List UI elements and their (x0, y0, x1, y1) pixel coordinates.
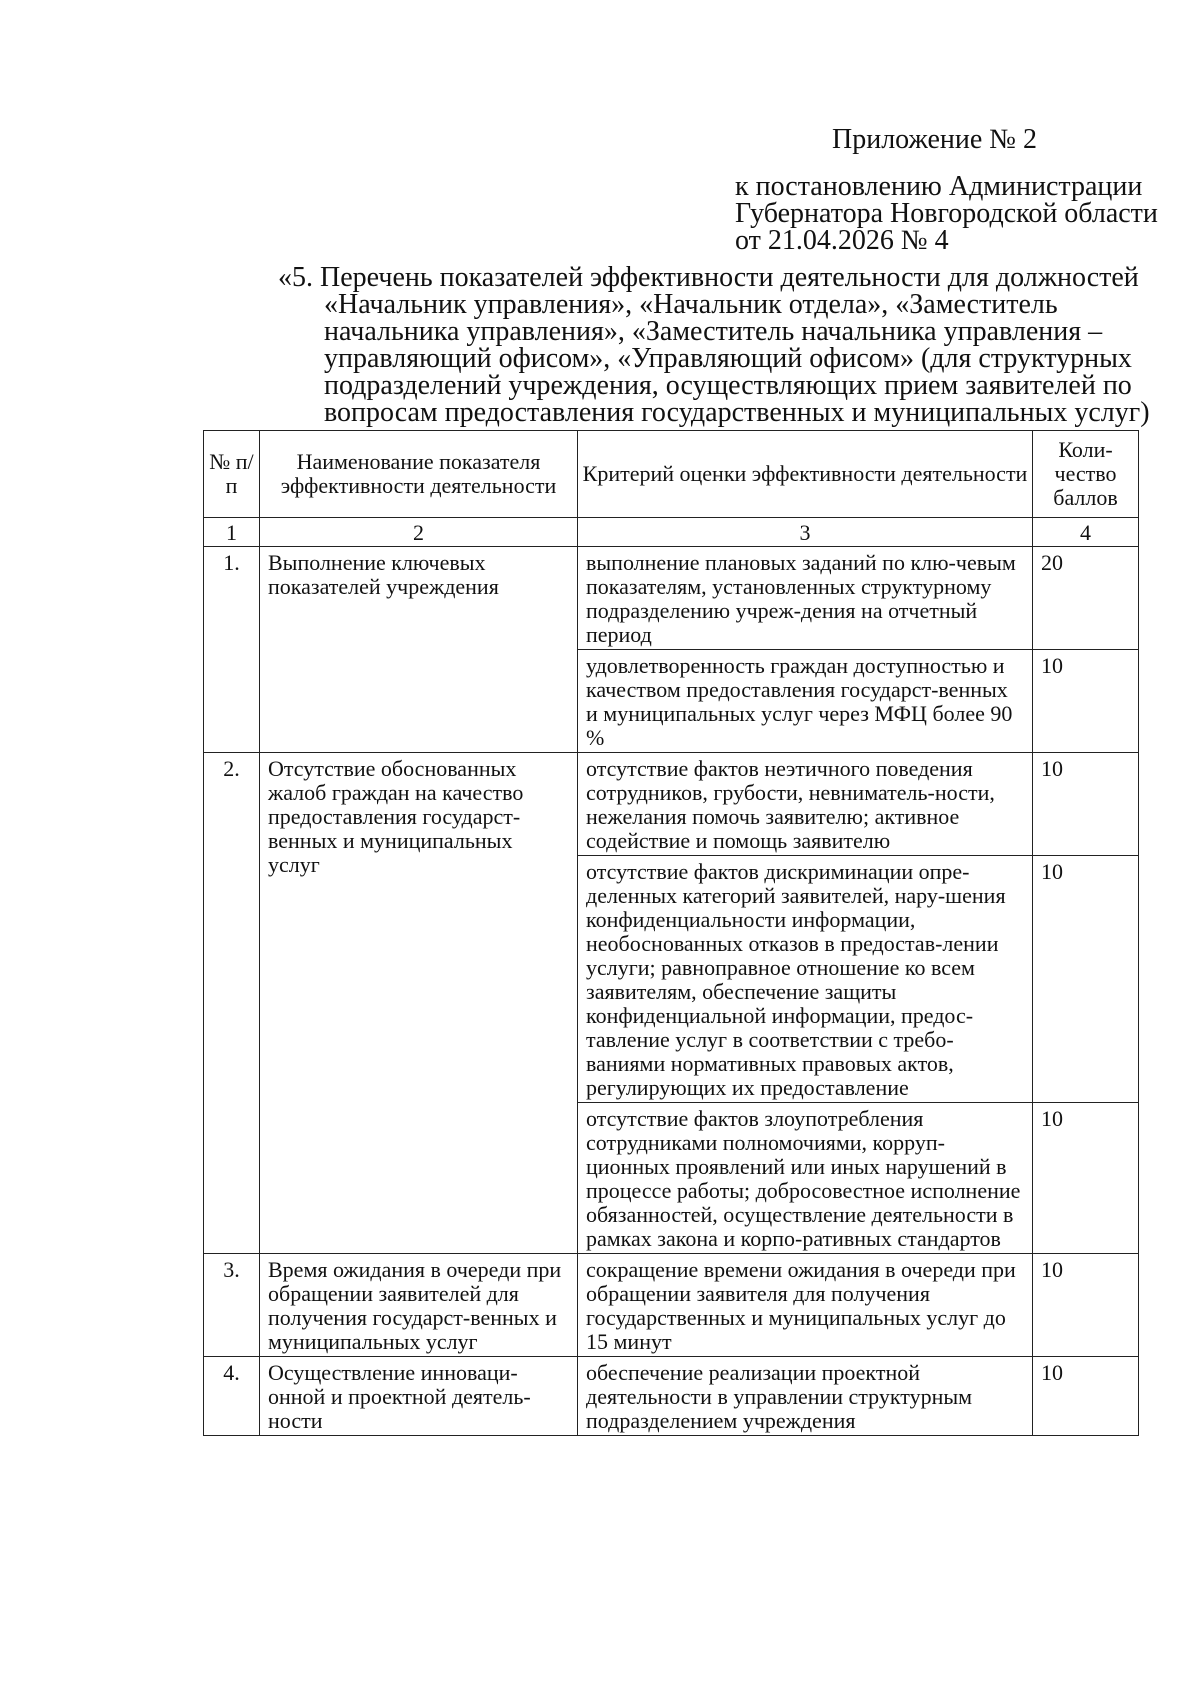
indicator-name: Выполнение ключевых показателей учреждения (260, 547, 578, 753)
criterion-text: отсутствие фактов злоупотребления сотрудниками полномочиями, корруп-ционных проявлений или иных нарушений в процессе работы; добросовестное исполнение обязанностей, осуществление деятельности в рамках закона и корпо-ративных стандартов (578, 1103, 1033, 1254)
table-header-row (204, 431, 1139, 518)
points-value: 10 (1033, 650, 1139, 753)
criterion-text: сокращение времени ожидания в очереди при обращении заявителя для получения государственных и муниципальных услуг до 15 минут (578, 1254, 1033, 1357)
appendix-line: к постановлению Администрации (735, 171, 1143, 202)
points-value: 20 (1033, 547, 1139, 650)
indicator-name: Осуществление инноваци-онной и проектной деятель-ности (260, 1357, 578, 1436)
table-row (204, 1254, 1139, 1357)
header-points: Коли-чество баллов (1033, 431, 1139, 518)
points-value: 10 (1033, 1254, 1139, 1357)
row-number: 1. (204, 547, 260, 753)
criterion-text: отсутствие фактов дискриминации опре-деленных категорий заявителей, нару-шения конфиденциальности информации, необоснованных отказов в предостав-лении услуги; равноправное отношение ко всем заявителям, обеспечение защиты конфиденциальной информации, предос-тавление услуг в соответствии с требо-ваниями нормативных правовых актов, регулирующих их предоставление (578, 856, 1033, 1103)
criterion-text: обеспечение реализации проектной деятельности в управлении структурным подразделением учреждения (578, 1357, 1033, 1436)
criteria-table (203, 430, 1139, 1436)
points-value: 10 (1033, 1357, 1139, 1436)
column-number: 2 (260, 518, 578, 547)
heading-first-line: «5. Перечень показателей эффективности деятельности для должностей (278, 262, 1139, 293)
header-criterion: Критерий оценки эффективности деятельности (578, 431, 1033, 518)
column-number: 1 (204, 518, 260, 547)
indicator-name: Отсутствие обоснованных жалоб граждан на качество предоставления государст-венных и муниципальных услуг (260, 753, 578, 1254)
column-number: 4 (1033, 518, 1139, 547)
indicator-name: Время ожидания в очереди при обращении заявителей для получения государст-венных и муниципальных услуг (260, 1254, 578, 1357)
points-value: 10 (1033, 753, 1139, 856)
criterion-text: удовлетворенность граждан доступностью и качеством предоставления государст-венных и муниципальных услуг через МФЦ более 90 % (578, 650, 1033, 753)
column-number: 3 (578, 518, 1033, 547)
appendix-line: Губернатора Новгородской области (735, 198, 1158, 229)
points-value: 10 (1033, 1103, 1139, 1254)
table-row (204, 1357, 1139, 1436)
appendix-line: от 21.04.2026 № 4 (735, 225, 949, 256)
row-number: 4. (204, 1357, 260, 1436)
table-row (204, 753, 1139, 856)
row-number: 2. (204, 753, 260, 1254)
table-row (204, 547, 1139, 650)
criterion-text: выполнение плановых заданий по клю-чевым показателям, установленных структурному подразделению учреж-дения на отчетный период (578, 547, 1033, 650)
criterion-text: отсутствие фактов неэтичного поведения сотрудников, грубости, невниматель-ности, нежелания помочь заявителю; активное содействие и помощь заявителю (578, 753, 1033, 856)
appendix-title: Приложение № 2 (832, 124, 1037, 155)
column-number-row (204, 518, 1139, 547)
row-number: 3. (204, 1254, 260, 1357)
document-heading (278, 264, 1168, 426)
header-name: Наименование показателя эффективности деятельности (260, 431, 578, 518)
header-num: № п/п (204, 431, 260, 518)
appendix-reference (735, 173, 1158, 254)
heading-rest: «Начальник управления», «Начальник отдела», «Заместитель начальника управления», «Заместитель начальника управления – управляющий офисом», «Управляющий офисом» (для структурных подразделений учреждения, осуществляющих прием заявителей по вопросам предоставления государственных и муниципальных услуг) (324, 289, 1150, 428)
points-value: 10 (1033, 856, 1139, 1103)
